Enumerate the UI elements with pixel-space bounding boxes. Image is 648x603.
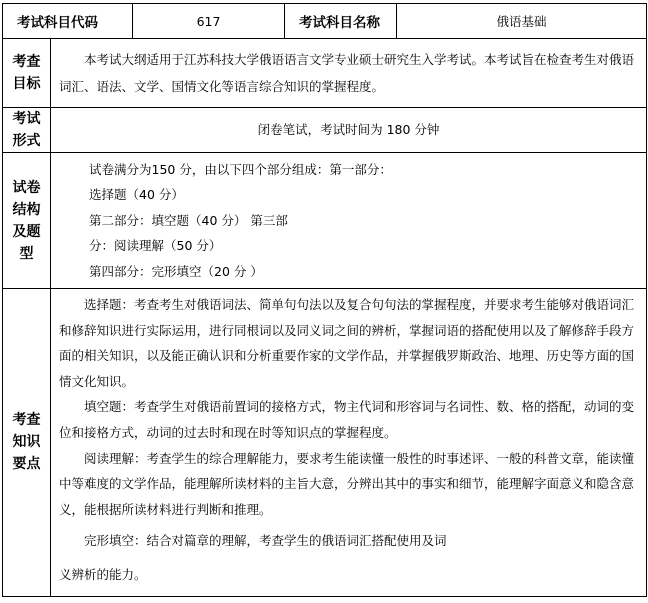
knowledge-paragraph: 完形填空：结合对篇章的理解，考查学生的俄语词汇搭配使用及词 [84,533,447,549]
knowledge-text-cell [51,289,647,597]
structure-line: 选择题（40 分） [89,187,184,203]
structure-line: 第四部分：完形填空（20 分 ） [89,263,263,279]
structure-label-line-1: 试卷 [12,179,41,196]
structure-line: 第二部分：填空题（40 分） 第三部 [89,212,288,228]
knowledge-row [3,289,647,597]
subject-code-value: 617 [133,4,285,39]
header-row [3,4,647,39]
objective-label-line-1: 考查 [12,54,41,70]
knowledge-paragraph: 阅读理解：考查学生的综合理解能力，要求考生能读懂一般性的时事述评、一般的科普文章，能读懂中等难度的文学作品，能理解所读材料的主旨大意，分辨出其中的事实和细节，能理解字面意义和隐含意义，能根据所读材料进行判断和推理。 [59,450,635,517]
structure-label-line-2: 结构 [12,201,41,218]
subject-code-label: 考试科目代码 [3,4,133,39]
syllabus-table [2,3,647,597]
objective-text-cell [51,39,647,108]
subject-name-label: 考试科目名称 [285,4,397,39]
structure-label-line-3: 及题 [12,223,41,240]
knowledge-paragraph: 填空题：考查学生对俄语前置词的接格方式，物主代词和形容词与名词性、数、格的搭配，动词的变位和接格方式，动词的过去时和现在时等知识点的掌握程度。 [59,399,635,440]
objective-text: 本考试大纲适用于江苏科技大学俄语语言文学专业硕士研究生入学考试。本考试旨在检查考生对俄语词汇、语法、文学、国情文化等语言综合知识的掌握程度。 [59,52,635,94]
structure-line: 试卷满分为150 分，由以下四个部分组成：第一部分： [89,161,392,177]
objective-row [3,39,647,108]
format-label-line-2: 形式 [12,133,41,149]
format-label [3,108,51,153]
knowledge-label-line-3: 要点 [12,456,41,473]
structure-line: 分：阅读理解（50 分） [89,238,222,254]
subject-name-value: 俄语基础 [397,4,647,39]
objective-label-line-2: 目标 [12,76,41,92]
format-text: 闭卷笔试，考试时间为 180 分钟 [51,108,647,153]
knowledge-label [3,289,51,597]
knowledge-tail: 义辨析的能力。 [59,566,147,582]
knowledge-paragraph: 选择题：考查考生对俄语词法、简单句句法以及复合句句法的掌握程度，并要求考生能够对俄语词汇和修辞知识进行实际运用，进行同根词以及同义词之间的辨析，掌握词语的搭配使用以及了解修辞手段方面的相关知识，以及能正确认识和分析重要作家的文学作品，并掌握俄罗斯政治、地理、历史等方面的国情文化知识。 [59,297,635,389]
structure-label [3,153,51,289]
structure-text-cell [51,153,647,289]
knowledge-label-line-2: 知识 [12,434,41,451]
format-row [3,108,647,153]
structure-label-line-4: 型 [19,245,34,262]
knowledge-label-line-1: 考查 [12,412,41,429]
format-label-line-1: 考试 [12,111,41,127]
objective-label [3,39,51,108]
structure-row [3,153,647,289]
